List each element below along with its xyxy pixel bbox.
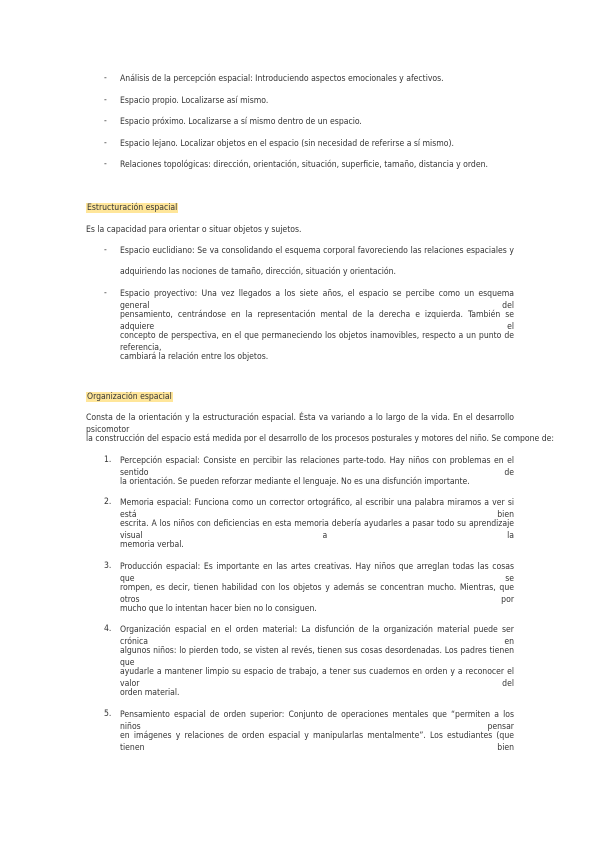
bullet-dash: - [104,245,107,255]
list-item: Espacio próximo. Localizarse a sí mismo dentro de un espacio. [120,117,362,127]
bullet-dash: - [104,138,107,148]
paragraph: la construcción del espacio está medida por el desarrollo de los procesos posturales y motores del niño. Se compone de: [86,434,555,444]
list-item-continuation: ayudarle a mantener limpio su espacio de trabajo, a tener sus cuadernos en orden y a reconocer el valor del [120,667,514,689]
list-item: Pensamiento espacial de orden superior: Conjunto de operaciones mentales que “permiten a los niños pensar [120,710,514,732]
list-number: 5. [104,709,112,719]
list-item: Producción espacial: Es importante en las artes creativas. Hay niños que arreglan todas las cosas que se [120,562,514,584]
list-item-continuation: algunos niños: lo pierden todo, se visten al revés, tienen sus cosas desordenadas. Los padres tienen que [120,646,514,668]
list-item-continuation: mucho que lo intentan hacer bien no lo consiguen. [120,604,317,614]
bullet-dash: - [104,116,107,126]
list-item-continuation: rompen, es decir, tienen habilidad con los objetos y además se concentran mucho. Mientras, que otros por [120,583,514,605]
list-item: Análisis de la percepción espacial: Introduciendo aspectos emocionales y afectivos. [120,74,444,84]
list-number: 1. [104,455,112,465]
list-item: Memoria espacial: Funciona como un corrector ortográfico, al escribir una palabra miramos a ver si está bien [120,498,514,520]
list-item: Espacio euclidiano: Se va consolidando el esquema corporal favoreciendo las relaciones espaciales y [120,246,514,256]
paragraph: Consta de la orientación y la estructuración espacial. Ésta va variando a lo largo de la vida. En el desarrollo psicomotor [86,413,514,435]
list-item-continuation: cambiará la relación entre los objetos. [120,352,269,362]
section-heading-estructuracion: Estructuración espacial [87,203,178,213]
list-item: Espacio proyectivo: Una vez llegados a los siete años, el espacio se percibe como un esquema general del [120,289,514,311]
list-item: Organización espacial en el orden material: La disfunción de la organización material puede ser crónica en [120,625,514,647]
list-item-continuation: adquiriendo las nociones de tamaño, dirección, situación y orientación. [120,267,396,277]
list-item-continuation: orden material. [120,688,180,698]
list-item-continuation: concepto de perspectiva, en el que permaneciendo los objetos inamovibles, respecto a un punto de referencia, [120,331,514,353]
bullet-dash: - [104,288,107,298]
list-number: 3. [104,561,112,571]
paragraph: Es la capacidad para orientar o situar objetos y sujetos. [86,225,302,235]
bullet-dash: - [104,159,107,169]
list-number: 4. [104,624,112,634]
section-heading-organizacion: Organización espacial [87,392,172,402]
list-item: Espacio lejano. Localizar objetos en el espacio (sin necesidad de referirse a sí mismo). [120,139,454,149]
list-item-continuation: memoria verbal. [120,540,184,550]
bullet-dash: - [104,73,107,83]
list-number: 2. [104,497,112,507]
bullet-dash: - [104,95,107,105]
list-item: Espacio propio. Localizarse así mismo. [120,96,269,106]
list-item-continuation: la orientación. Se pueden reforzar mediante el lenguaje. No es una disfunción importante. [120,477,470,487]
list-item: Percepción espacial: Consiste en percibir las relaciones parte-todo. Hay niños con problemas en el sentido de [120,456,514,478]
list-item-continuation: escrita. A los niños con deficiencias en esta memoria debería ayudarles a pasar todo su aprendizaje visual a la [120,519,514,541]
list-item-continuation: pensamiento, centrándose en la representación mental de la derecha e izquierda. También se adquiere el [120,310,514,332]
list-item-continuation: en imágenes y relaciones de orden espacial y manipularlas mentalmente”. Los estudiantes (que tienen bien [120,731,514,753]
list-item: Relaciones topológicas: dirección, orientación, situación, superficie, tamaño, distancia y orden. [120,160,488,170]
